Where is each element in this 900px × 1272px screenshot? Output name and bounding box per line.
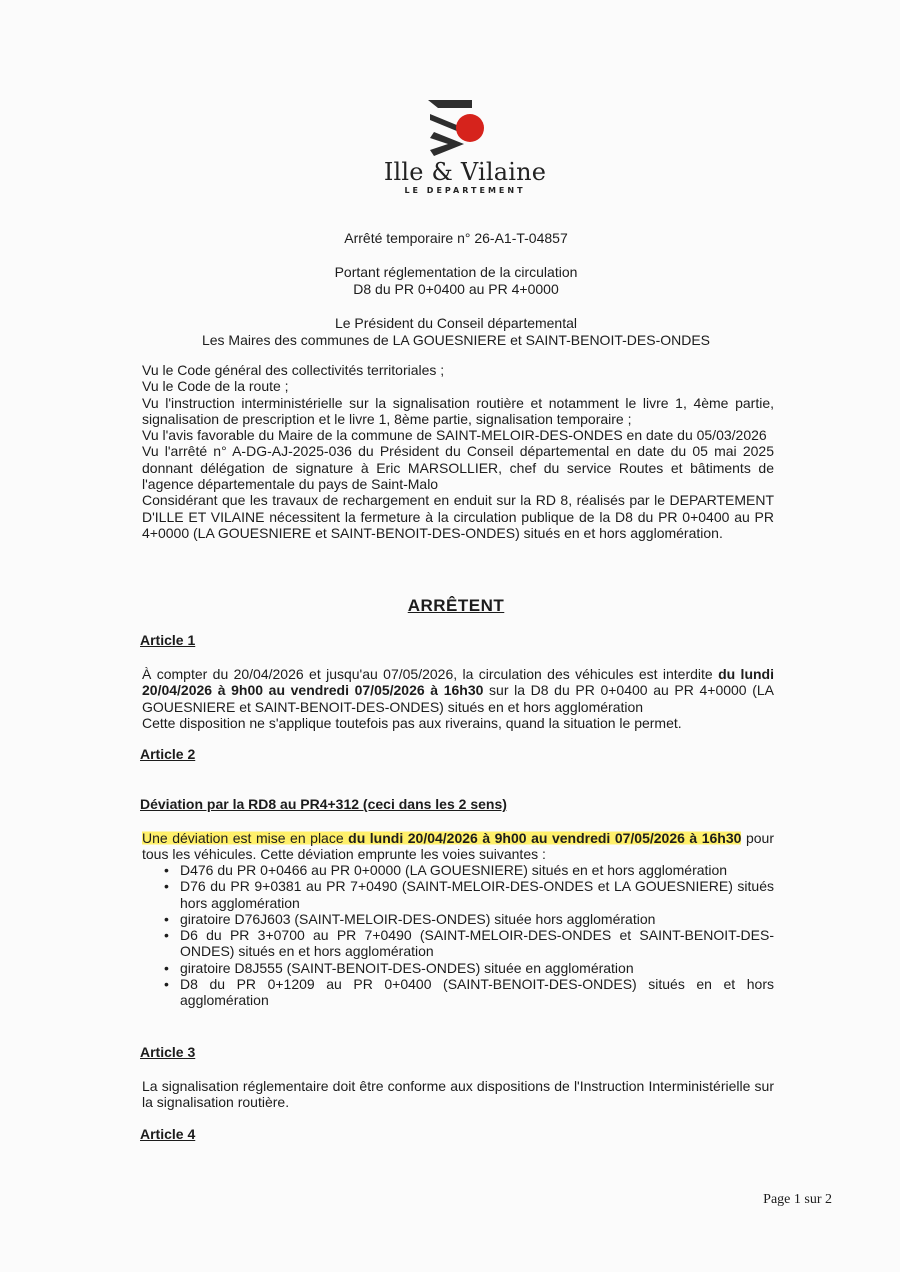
list-item: • giratoire D8J555 (SAINT-BENOIT-DES-ONDES) située en agglomération <box>160 960 774 976</box>
list-item: • D76 du PR 9+0381 au PR 7+0490 (SAINT-MELOIR-DES-ONDES et LA GOUESNIERE) situés hors agglomération <box>160 878 774 911</box>
article-1-text-end: sur la D8 du PR 0+0400 au PR 4+0000 (LA GOUESNIERE et SAINT-BENOIT-DES-ONDES) situés en et hors agglomération <box>142 682 774 715</box>
subject-line-1: Portant réglementation de la circulation <box>334 264 578 280</box>
deviation-title: Déviation par la RD8 au PR4+312 (ceci dans les 2 sens) <box>140 796 507 812</box>
decision-title: ARRÊTENT <box>407 596 505 615</box>
article-1-text <box>142 666 774 731</box>
article-4-heading: Article 4 <box>140 1126 196 1142</box>
visa-item: Vu l'avis favorable du Maire de la commune de SAINT-MELOIR-DES-ONDES en date du 05/03/2026 <box>142 427 767 444</box>
list-item: • D476 du PR 0+0466 au PR 0+0000 (LA GOUESNIERE) situés en et hors agglomération <box>160 862 774 878</box>
article-2-text-end: pour tous les véhicules. Cette déviation emprunte les voies suivantes : <box>142 830 774 863</box>
article-3-text: La signalisation réglementaire doit être conforme aux dispositions de l'Instruction Interministérielle sur la signalisation routière. <box>142 1078 774 1111</box>
article-2-text-start: Une déviation est mise en place <box>142 830 349 846</box>
considerant: Considérant que les travaux de rechargement en enduit sur la RD 8, réalisés par le DEPARTEMENT D'ILLE ET VILAINE nécessitent la fermeture à la circulation publique de la D8 du PR 0+0400 au PR 4+0000 (LA GOUESNIERE et SAINT-BENOIT-DES-ONDES) situés en et hors agglomération. <box>142 492 774 541</box>
list-item: • D6 du PR 3+0700 au PR 7+0490 (SAINT-MELOIR-DES-ONDES et SAINT-BENOIT-DES-ONDES) situés en et hors agglomération <box>160 927 774 960</box>
visa-block <box>142 362 774 541</box>
article-2-text <box>142 830 774 863</box>
page-number: Page 1 sur 2 <box>763 1192 832 1207</box>
article-3-heading: Article 3 <box>140 1044 196 1060</box>
logo-title: Ille & Vilaine <box>383 158 547 186</box>
article-1-heading: Article 1 <box>140 632 196 648</box>
ille-et-vilaine-emblem-icon <box>424 98 504 160</box>
deviation-route-list <box>160 862 774 1009</box>
visa-item: Vu l'instruction interministérielle sur la signalisation routière et notamment le livre 1, 4ème partie, signalisation de prescription et le livre 1, 8ème partie, signalisation temporaire ; <box>142 394 774 427</box>
article-1-text-start: À compter du 20/04/2026 et jusqu'au 07/05/2026, la circulation des véhicules est interdite <box>142 666 719 682</box>
article-2-heading: Article 2 <box>140 746 196 762</box>
subject-line-2: D8 du PR 0+0400 au PR 4+0000 <box>353 281 559 297</box>
visa-item: Vu le Code de la route ; <box>142 378 289 395</box>
department-logo <box>380 98 550 198</box>
article-1-riverains: Cette disposition ne s'applique toutefois pas aux riverains, quand la situation le permet. <box>142 714 682 731</box>
authority-line-1: Le Président du Conseil départemental <box>334 315 578 331</box>
article-2-dates: du lundi 20/04/2026 à 9h00 au vendredi 07/05/2026 à 16h30 <box>348 830 742 846</box>
list-item: • D8 du PR 0+1209 au PR 0+0400 (SAINT-BENOIT-DES-ONDES) situés en et hors agglomération <box>160 976 774 1009</box>
list-item: • giratoire D76J603 (SAINT-MELOIR-DES-ONDES) située hors agglomération <box>160 911 774 927</box>
article-1-dates: du lundi 20/04/2026 à 9h00 au vendredi 07/05/2026 à 16h30 <box>142 666 774 699</box>
visa-item: Vu l'arrêté n° A-DG-AJ-2025-036 du Président du Conseil départemental en date du 05 mai 2025 donnant délégation de signature à Eric MARSOLLIER, chef du service Routes et bâtiments de l'agence départementale du pays de Saint-Malo <box>142 443 774 493</box>
authority-line-2: Les Maires des communes de LA GOUESNIERE et SAINT-BENOIT-DES-ONDES <box>201 332 711 348</box>
logo-subtitle: LE DEPARTEMENT <box>404 186 526 195</box>
arrete-number: Arrêté temporaire n° 26-A1-T-04857 <box>344 230 568 246</box>
visa-item: Vu le Code général des collectivités territoriales ; <box>142 362 445 378</box>
